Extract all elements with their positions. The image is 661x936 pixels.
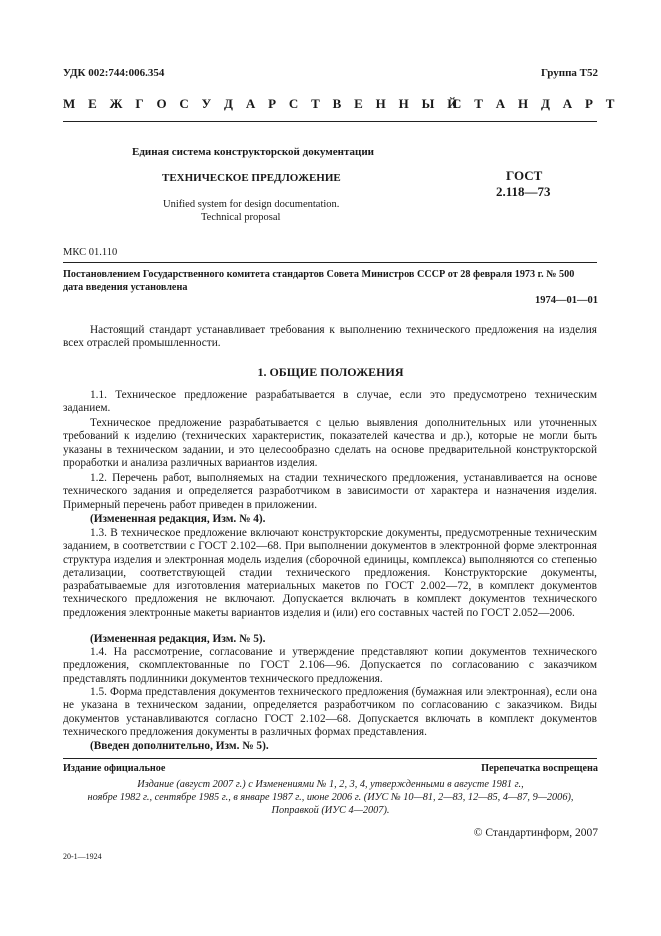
gost-label: ГОСТ <box>506 168 543 183</box>
system-name: Единая система конструкторской документации <box>132 146 374 158</box>
edition-line-3: Поправкой (ИУС 4—2007). <box>271 805 390 816</box>
edition-line-1: Издание (август 2007 г.) с Изменениями № 1, 2, 3, 4, утвержденными в августе 1981 г., <box>137 779 524 790</box>
note-added-5: (Введен дополнительно, Изм. № 5). <box>90 740 269 752</box>
mks-rule <box>63 262 597 263</box>
official-edition: Издание официальное <box>63 763 166 774</box>
banner-interstate: М Е Ж Г О С У Д А Р С Т В Е Н Н Ы Й <box>63 96 463 111</box>
paragraph-1-1-purpose: Техническое предложение разрабатывается с целью выявления дополнительных или уточненных требований к изделию (технических характеристик, показателей качества и др.), которые не могли быть указаны в техническом задании, и это целесообразно сделать на основе предварительной конструкторской проработки и анализа различных вариантов изделия. <box>63 417 597 469</box>
footer-rule <box>63 758 597 759</box>
decree-line: Постановлением Государственного комитета стандартов Совета Министров СССР от 28 февраля 1973 г. № 500 <box>63 269 575 280</box>
banner-standard: С Т А Н Д А Р Т <box>452 96 620 111</box>
paragraph-1-5: 1.5. Форма представления документов технического предложения (бумажная или электронная), если она не указана в техническом задании, определяется разработчиком по согласованию с заказчиком. Виды документов устанавливаются согласно ГОСТ 2.102—68. Допускается включать в комплект документов технического предложения документы в различных формах представления. <box>63 686 597 738</box>
introduction-date: 1974—01—01 <box>535 295 598 306</box>
section-1-title: 1. ОБЩИЕ ПОЛОЖЕНИЯ <box>257 365 404 379</box>
paragraph-1-2: 1.2. Перечень работ, выполняемых на стадии технического предложения, устанавливается на основе технического задания и определяется разработчиком в зависимости от характера и назначения изделия. Примерный перечень работ приведен в приложении. <box>63 472 597 511</box>
group-code: Группа Т52 <box>540 67 598 79</box>
english-title-line2: Technical proposal <box>201 212 281 223</box>
mks-code: МКС 01.110 <box>63 247 118 258</box>
introduction-date-label: дата введения установлена <box>63 282 188 293</box>
paragraph-1-3: 1.3. В техническое предложение включают конструкторские документы, предусмотренные техническим заданием, в соответствии с ГОСТ 2.102—68. При выполнении документов в электронной форме электронная структура изделия и электронная модель изделия (сборочной единицы, комплекса) выполняются со степенью детализации, соответствующей стадии технического предложения. Конструкторские документы, разрабатываемые для изготовления материальных макетов по ГОСТ 2.002—72, в комплект документов технического предложения не включают. Допускается включать в комплект документов технического предложения электронные макеты вариантов изделия и (или) его составных частей по ГОСТ 2.052—2006. <box>63 527 597 619</box>
gost-number: 2.118—73 <box>496 184 551 199</box>
print-code: 20-1—1924 <box>63 852 102 861</box>
document-title: ТЕХНИЧЕСКОЕ ПРЕДЛОЖЕНИЕ <box>162 172 341 184</box>
edition-line-2: ноябре 1982 г., сентябре 1985 г., в январе 1987 г., июне 2006 г. (ИУС № 10—81, 2—83, 12—85, 4—87, 9—2006), <box>87 792 574 803</box>
note-amendment-4: (Измененная редакция, Изм. № 4). <box>90 513 266 525</box>
udc-code: УДК 002:744:006.354 <box>63 67 165 79</box>
header-rule <box>63 121 597 122</box>
copyright: © Стандартинформ, 2007 <box>473 827 598 839</box>
paragraph-1-4: 1.4. На рассмотрение, согласование и утверждение представляют копии документов технического предложения, скомплектованные по ГОСТ 2.106—96. Допускается по согласованию с заказчиком представлять подлинники документов технического предложения. <box>63 646 597 685</box>
english-title-line1: Unified system for design documentation. <box>163 199 340 210</box>
intro-paragraph: Настоящий стандарт устанавливает требования к выполнению технического предложения на изделия всех отраслей промышленности. <box>63 324 597 350</box>
note-amendment-5: (Измененная редакция, Изм. № 5). <box>90 633 266 645</box>
paragraph-1-1: 1.1. Техническое предложение разрабатывается в случае, если это предусмотрено техническим заданием. <box>63 389 597 415</box>
reprint-prohibited: Перепечатка воспрещена <box>481 763 598 774</box>
